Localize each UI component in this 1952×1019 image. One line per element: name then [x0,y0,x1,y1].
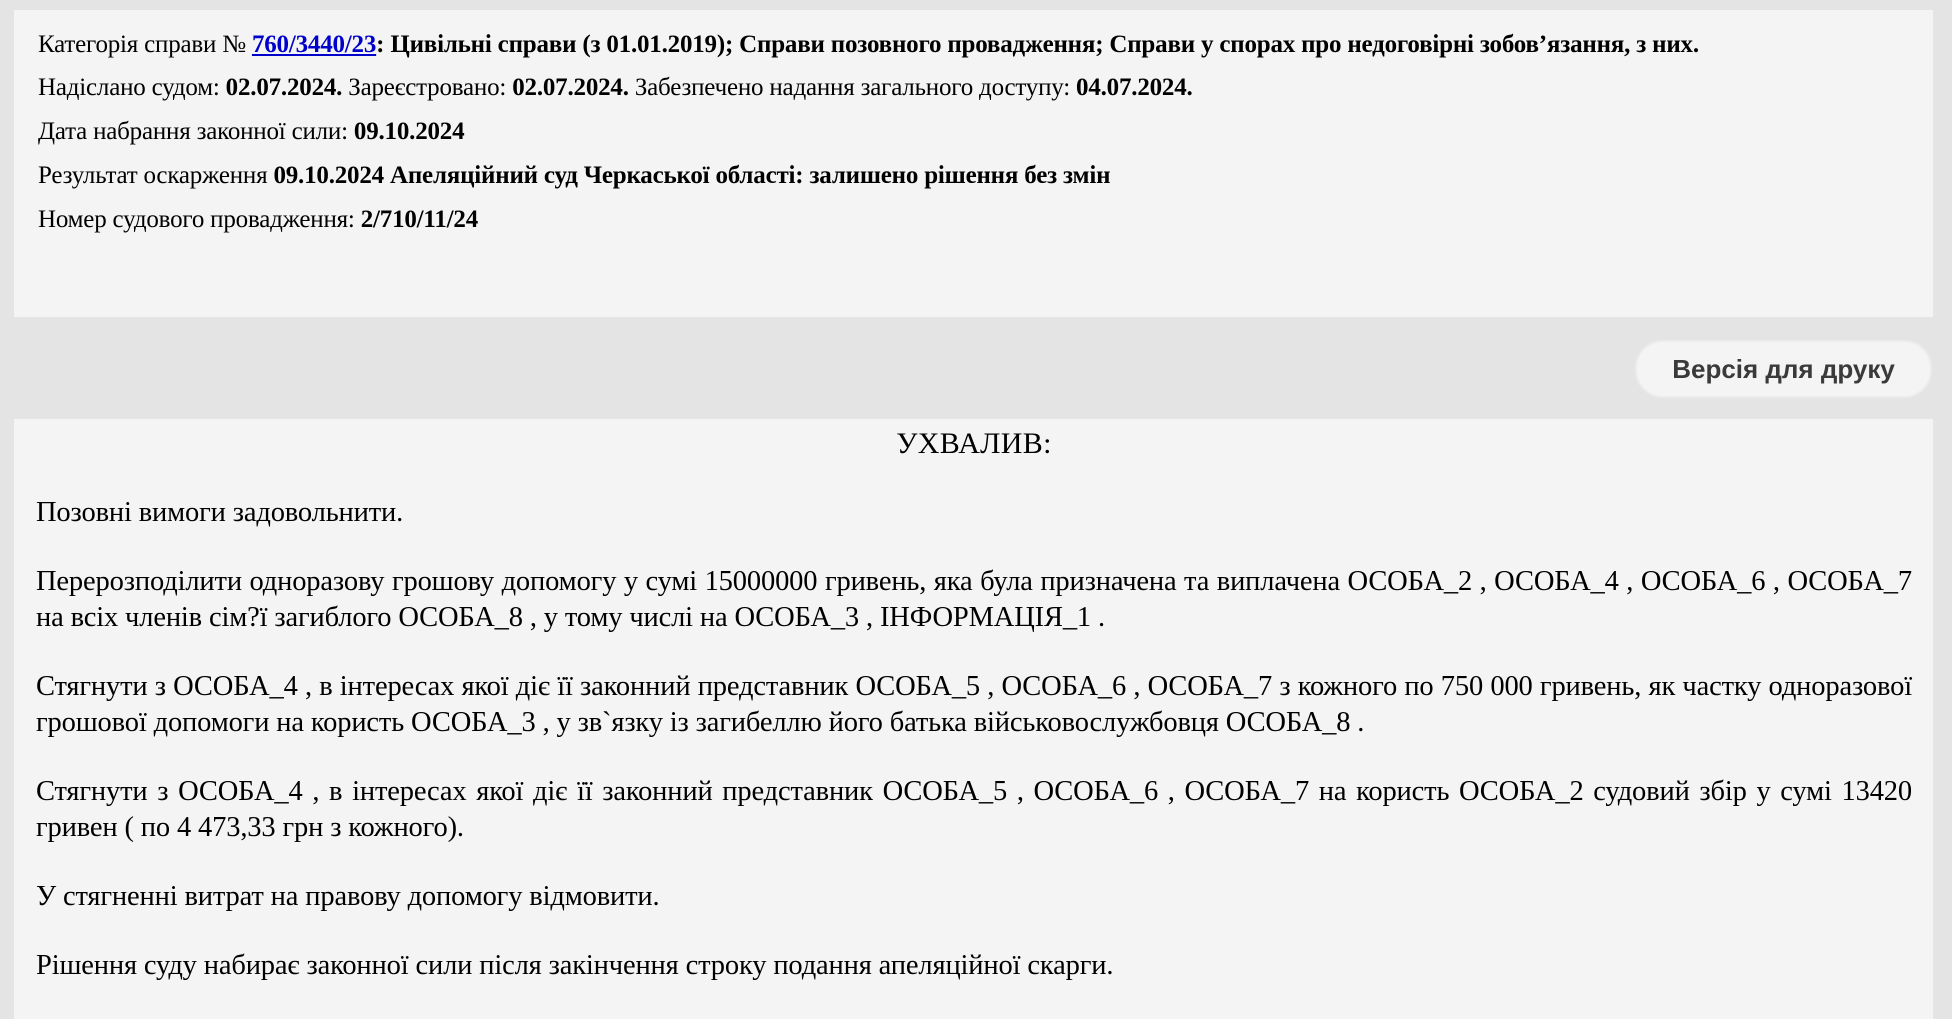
effective-date-line [38,110,1909,154]
decision-paragraph: У стягненні витрат на правову допомогу відмовити. [36,881,660,912]
proceeding-label: Номер судового провадження: [38,206,361,233]
appeal-value: 09.10.2024 Апеляційний суд Черкаської області: залишено рішення без змін [273,162,1111,189]
public-access-date: 04.07.2024. [1076,74,1193,101]
decision-paragraph: Стягнути з ОСОБА_4 , в інтересах якої діє її законний представник ОСОБА_5 , ОСОБА_6 , ОСОБА_7 на користь ОСОБА_2 судовий збір у сумі 13420 гривен ( по 4 473,33 грн з кожного). [36,776,1912,843]
case-category-line [38,24,1909,66]
proceeding-number-line [38,198,1909,242]
print-version-button[interactable]: Версія для друку [1635,340,1932,398]
decision-panel [14,419,1933,1019]
proceeding-number: 2/710/11/24 [360,206,478,233]
appeal-result-line [38,154,1909,198]
decision-title: УХВАЛИВ: [896,427,1052,460]
case-info-panel [14,10,1933,317]
category-value: : Цивільні справи (з 01.01.2019); Справи позовного провадження; Справи у спорах про недоговірні зобов’язання, з них. [376,31,1699,58]
sent-date: 02.07.2024. [225,74,343,101]
decision-paragraph: Позовні вимоги задовольнити. [36,497,404,528]
appeal-label: Результат оскарження [38,162,274,189]
sent-label: Надіслано судом: [38,74,226,101]
category-label: Категорія справи № [38,31,252,58]
effective-date: 09.10.2024 [353,118,465,145]
case-number-link[interactable]: 760/3440/23 [251,31,377,58]
dates-line [38,66,1909,110]
effective-label: Дата набрання законної сили: [38,118,354,145]
decision-paragraph: Перерозподілити одноразову грошову допомогу у сумі 15000000 гривень, яка була призначена та виплачена ОСОБА_2 , ОСОБА_4 , ОСОБА_6 , ОСОБА_7 на всіх членів сім?ї загиблого ОСОБА_8 , у тому числі на ОСОБА_3 , ІНФОРМАЦІЯ_1 . [36,566,1912,633]
registered-date: 02.07.2024. [512,74,629,101]
public-access-label: Забезпечено надання загального доступу: [628,74,1077,101]
decision-paragraph: Стягнути з ОСОБА_4 , в інтересах якої діє її законний представник ОСОБА_5 , ОСОБА_6 , ОСОБА_7 з кожного по 750 000 гривень, як частку одноразової грошової допомоги на користь ОСОБА_3 , у зв`язку із загибеллю його батька військовослужбовця ОСОБА_8 . [36,671,1912,738]
decision-paragraph: Рішення суду набирає законної сили після закінчення строку подання апеляційної скарги. [36,950,1114,981]
registered-label: Зареєстровано: [342,74,513,101]
